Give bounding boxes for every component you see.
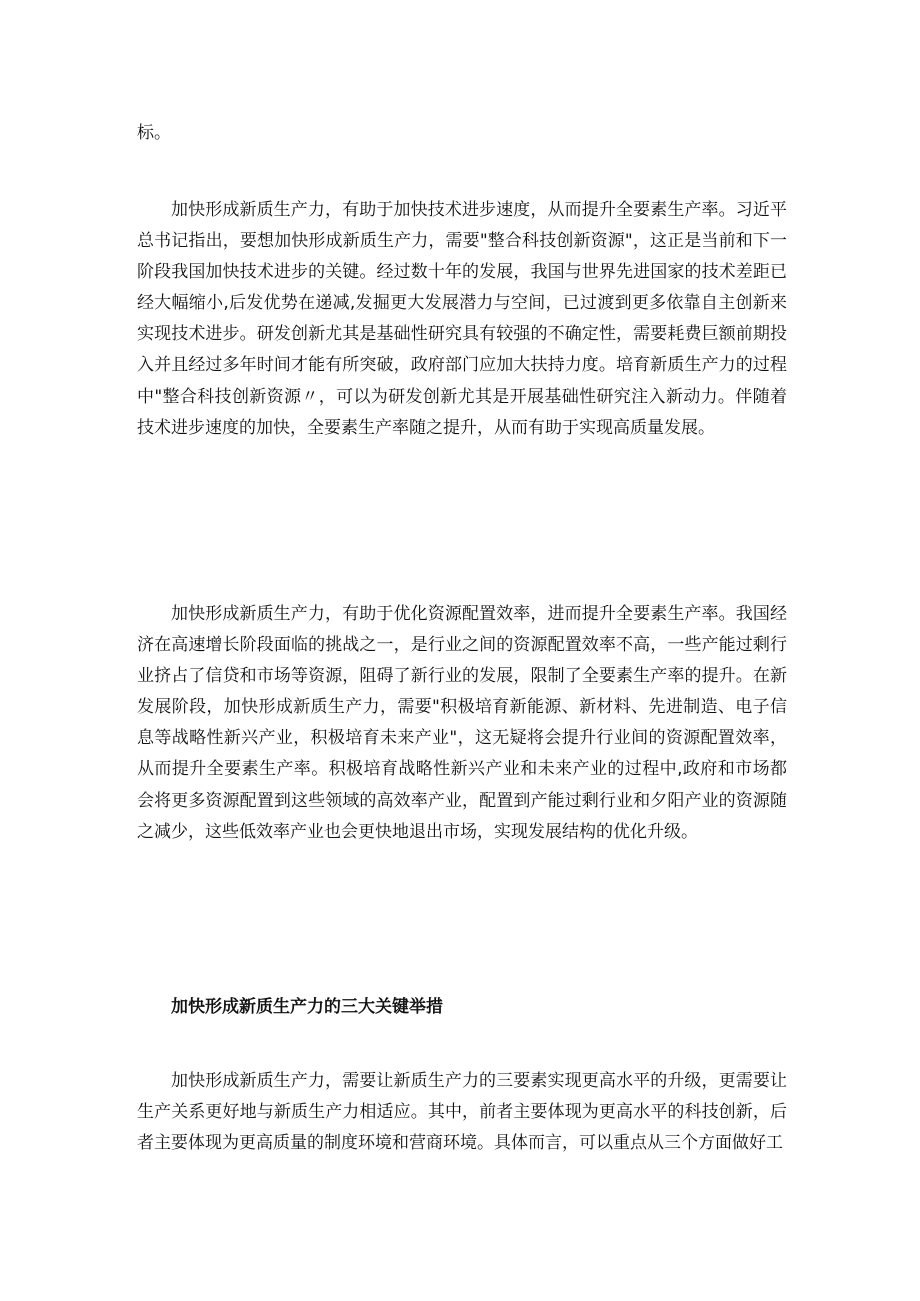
section-heading: 加快形成新质生产力的三大关键举措 xyxy=(171,997,443,1017)
paragraph-continuation: 标。 xyxy=(137,123,171,143)
paragraph-technology-progress: 加快形成新质生产力，有助于加快技术进步速度，从而提升全要素生产率。习近平总书记指出，要想加快形成新质生产力，需要"整合科技创新资源"，这正是当前和下一阶段我国加快技术进步的关键。经过数十年的发展，我国与世界先进国家的技术差距已经大幅缩小,后发优势在递减,发掘更大发展潜力与空间，已过渡到更多依靠自主创新来实现技术进步。研发创新尤其是基础性研究具有较强的不确定性，需要耗费巨额前期投入并且经过多年时间才能有所突破，政府部门应加大扶持力度。培育新质生产力的过程中"整合科技创新资源〃，可以为研发创新尤其是开展基础性研究注入新动力。伴随着技术进步速度的加快，全要素生产率随之提升，从而有助于实现高质量发展。 xyxy=(137,200,787,438)
paragraph-resource-allocation: 加快形成新质生产力，有助于优化资源配置效率，进而提升全要素生产率。我国经济在高速增长阶段面临的挑战之一，是行业之间的资源配置效率不高，一些产能过剩行业挤占了信贷和市场等资源，阻碍了新行业的发展，限制了全要素生产率的提升。在新发展阶段，加快形成新质生产力，需要"积极培育新能源、新材料、先进制造、电子信息等战略性新兴产业，积极培育未来产业"，这无疑将会提升行业间的资源配置效率，从而提升全要素生产率。积极培育战略性新兴产业和未来产业的过程中,政府和市场都会将更多资源配置到这些领域的高效率产业，配置到产能过剩行业和夕阳产业的资源随之减少，这些低效率产业也会更快地退出市场，实现发展结构的优化升级。 xyxy=(137,604,787,842)
paragraph-key-measures: 加快形成新质生产力，需要让新质生产力的三要素实现更高水平的升级，更需要让生产关系更好地与新质生产力相适应。其中，前者主要体现为更高水平的科技创新，后者主要体现为更高质量的制度环境和营商环境。具体而言，可以重点从三个方面做好工 xyxy=(137,1071,787,1154)
